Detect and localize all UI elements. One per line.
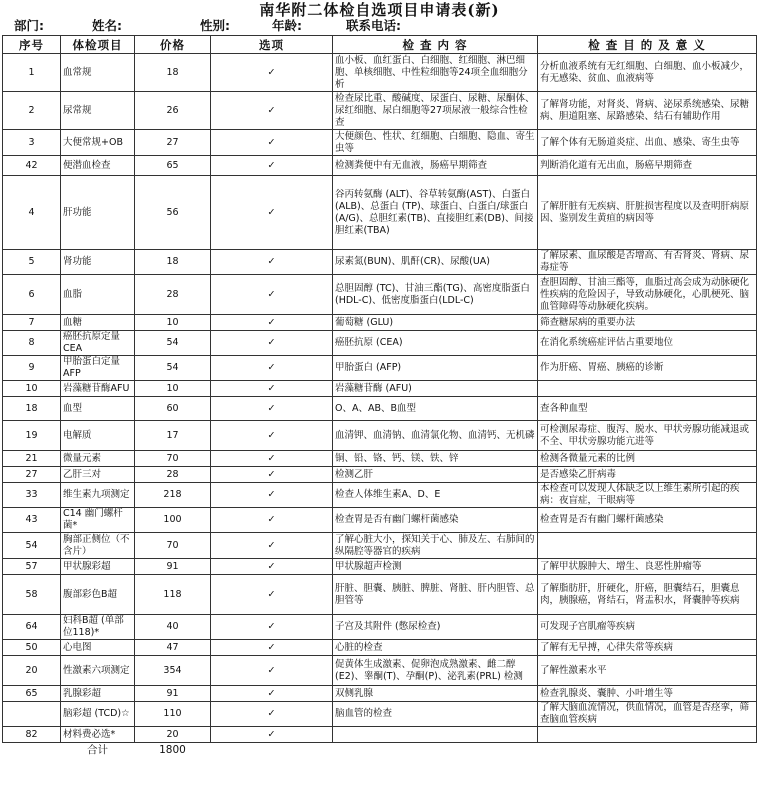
row-purpose: 了解脂肪肝，肝硬化，肝癌，胆囊结石，胆囊息肉，胰腺癌，肾结石，肾盂积水，肾囊肿等疾病 <box>538 575 757 615</box>
row-price: 40 <box>135 615 211 640</box>
table-row <box>3 615 757 640</box>
row-content: 检查人体维生素A、D、E <box>333 483 538 508</box>
table-row <box>3 451 757 467</box>
table-header-row <box>3 36 757 54</box>
row-price: 10 <box>135 315 211 331</box>
row-purpose: 检查胃是否有幽门螺杆菌感染 <box>538 508 757 533</box>
row-content: 甲胎蛋白 (AFP) <box>333 356 538 381</box>
row-price: 54 <box>135 356 211 381</box>
table-row <box>3 156 757 176</box>
row-index: 64 <box>3 615 61 640</box>
row-index: 54 <box>3 533 61 559</box>
row-purpose: 分析血液系统有无红细胞、白细胞、血小板减少，有无感染、贫血、血液病等 <box>538 54 757 92</box>
row-item: 电解质 <box>61 421 135 451</box>
row-price: 18 <box>135 250 211 275</box>
row-index: 8 <box>3 331 61 356</box>
row-price: 10 <box>135 381 211 397</box>
row-option-checkbox[interactable]: ✓ <box>211 640 333 656</box>
row-index: 57 <box>3 559 61 575</box>
row-content: 了解心脏大小，探知关于心、肺及左、右肺间的纵隔腔等器官的疾病 <box>333 533 538 559</box>
row-index: 4 <box>3 176 61 250</box>
row-content: O、A、AB、B血型 <box>333 397 538 421</box>
row-item: 乙肝三对 <box>61 467 135 483</box>
row-item: 妇科B超 (单部位118)* <box>61 615 135 640</box>
row-content <box>333 727 538 743</box>
row-price: 17 <box>135 421 211 451</box>
row-purpose: 了解性激素水平 <box>538 656 757 686</box>
row-index: 20 <box>3 656 61 686</box>
row-index: 10 <box>3 381 61 397</box>
row-index: 65 <box>3 686 61 702</box>
row-index: 7 <box>3 315 61 331</box>
row-option-checkbox[interactable]: ✓ <box>211 331 333 356</box>
row-content: 铜、铅、铬、钙、镁、铁、锌 <box>333 451 538 467</box>
row-option-checkbox[interactable]: ✓ <box>211 54 333 92</box>
row-index: 2 <box>3 92 61 130</box>
name-label: 姓名: <box>92 18 122 33</box>
row-item: 材料费必选* <box>61 727 135 743</box>
row-content: 心脏的检查 <box>333 640 538 656</box>
row-content: 大便颜色、性状、红细胞、白细胞、隐血、寄生虫等 <box>333 130 538 156</box>
row-option-checkbox[interactable]: ✓ <box>211 397 333 421</box>
table-row <box>3 559 757 575</box>
header-price: 价格 <box>135 36 211 54</box>
row-purpose: 了解大脑血流情况，供血情况，血管是否痉挛，筛查脑血管疾病 <box>538 702 757 727</box>
row-price: 91 <box>135 559 211 575</box>
row-item: 维生素九项测定 <box>61 483 135 508</box>
row-item: 肝功能 <box>61 176 135 250</box>
row-price: 70 <box>135 451 211 467</box>
row-option-checkbox[interactable]: ✓ <box>211 656 333 686</box>
table-row <box>3 250 757 275</box>
row-purpose: 作为肝癌、胃癌、胰癌的诊断 <box>538 356 757 381</box>
row-option-checkbox[interactable]: ✓ <box>211 315 333 331</box>
row-content: 检测乙肝 <box>333 467 538 483</box>
row-item: 癌胚抗原定量CEA <box>61 331 135 356</box>
row-content: 癌胚抗原 (CEA) <box>333 331 538 356</box>
row-option-checkbox[interactable]: ✓ <box>211 702 333 727</box>
row-content: 检查胃是否有幽门螺杆菌感染 <box>333 508 538 533</box>
row-item: 脑彩超 (TCD)☆ <box>61 702 135 727</box>
row-index: 19 <box>3 421 61 451</box>
row-price: 47 <box>135 640 211 656</box>
table-row <box>3 315 757 331</box>
row-item: 血常规 <box>61 54 135 92</box>
row-content: 子宫及其附件 (憋尿检查) <box>333 615 538 640</box>
row-content: 双侧乳腺 <box>333 686 538 702</box>
row-price: 91 <box>135 686 211 702</box>
row-option-checkbox[interactable]: ✓ <box>211 92 333 130</box>
row-purpose: 了解甲状腺肿大、增生、良恶性肿瘤等 <box>538 559 757 575</box>
row-option-checkbox[interactable]: ✓ <box>211 356 333 381</box>
row-content: 谷丙转氨酶 (ALT)、谷草转氨酶(AST)、白蛋白(ALB)、总蛋白 (TP)、球蛋白、白蛋白/球蛋白(A/G)、总胆红素(TB)、直接胆红素(DB)、间接胆红素(TBA) <box>333 176 538 250</box>
row-item: 甲状腺彩超 <box>61 559 135 575</box>
row-purpose: 了解个体有无肠道炎症、出血、感染、寄生虫等 <box>538 130 757 156</box>
row-purpose <box>538 381 757 397</box>
row-option-checkbox[interactable]: ✓ <box>211 130 333 156</box>
row-content: 尿素氮(BUN)、肌酐(CR)、尿酸(UA) <box>333 250 538 275</box>
row-purpose: 是否感染乙肝病毒 <box>538 467 757 483</box>
row-price: 70 <box>135 533 211 559</box>
row-item: 性激素六项测定 <box>61 656 135 686</box>
header-option: 选项 <box>211 36 333 54</box>
table-row <box>3 275 757 315</box>
row-item: 便潜血检查 <box>61 156 135 176</box>
row-option-checkbox[interactable]: ✓ <box>211 559 333 575</box>
table-row <box>3 575 757 615</box>
row-content: 检查尿比重、酸碱度、尿蛋白、尿糖、尿酮体、尿红细胞、尿白细胞等27项尿液一般综合性检查 <box>333 92 538 130</box>
row-content: 脑血管的检查 <box>333 702 538 727</box>
row-purpose <box>538 533 757 559</box>
row-option-checkbox[interactable]: ✓ <box>211 451 333 467</box>
row-purpose: 了解肝脏有无疾病、肝脏损害程度以及查明肝病原因、鉴别发生黄疸的病因等 <box>538 176 757 250</box>
header-purpose: 检 查 目 的 及 意 义 <box>538 36 757 54</box>
header-item: 体检项目 <box>61 36 135 54</box>
row-index: 58 <box>3 575 61 615</box>
table-row <box>3 54 757 92</box>
row-price: 354 <box>135 656 211 686</box>
row-purpose: 判断消化道有无出血，肠癌早期筛查 <box>538 156 757 176</box>
row-content: 检测粪便中有无血液，肠癌早期筛查 <box>333 156 538 176</box>
row-price: 26 <box>135 92 211 130</box>
row-price: 28 <box>135 467 211 483</box>
table-row <box>3 467 757 483</box>
row-content: 血小板、血红蛋白、白细胞、红细胞、淋巴细胞、单核细胞、中性粒细胞等24项全血细胞分析 <box>333 54 538 92</box>
table-row <box>3 92 757 130</box>
row-price: 110 <box>135 702 211 727</box>
table-row <box>3 421 757 451</box>
row-purpose: 可发现子宫肌瘤等疾病 <box>538 615 757 640</box>
table-row <box>3 176 757 250</box>
row-index: 18 <box>3 397 61 421</box>
table-row <box>3 640 757 656</box>
row-price: 60 <box>135 397 211 421</box>
row-option-checkbox[interactable]: ✓ <box>211 250 333 275</box>
row-content: 总胆固醇 (TC)、甘油三酯(TG)、高密度脂蛋白(HDL-C)、低密度脂蛋白(LDL-C) <box>333 275 538 315</box>
row-content: 肝脏、胆囊、胰脏、脾脏、肾脏、肝内胆管、总胆管等 <box>333 575 538 615</box>
row-option-checkbox[interactable]: ✓ <box>211 467 333 483</box>
row-price: 65 <box>135 156 211 176</box>
table-row <box>3 702 757 727</box>
table-row <box>3 356 757 381</box>
row-option-checkbox[interactable]: ✓ <box>211 421 333 451</box>
row-option-checkbox[interactable]: ✓ <box>211 615 333 640</box>
department-label: 部门: <box>14 18 44 33</box>
table-row <box>3 397 757 421</box>
row-purpose: 检测各微量元素的比例 <box>538 451 757 467</box>
row-purpose <box>538 727 757 743</box>
row-item: C14 幽门螺杆菌* <box>61 508 135 533</box>
row-item: 大便常规+OB <box>61 130 135 156</box>
row-index: 21 <box>3 451 61 467</box>
row-item: 胸部正侧位（不含片） <box>61 533 135 559</box>
row-option-checkbox[interactable]: ✓ <box>211 483 333 508</box>
table-row <box>3 130 757 156</box>
row-option-checkbox[interactable]: ✓ <box>211 381 333 397</box>
total-label: 合计 <box>87 743 108 756</box>
row-item: 血型 <box>61 397 135 421</box>
row-content: 葡萄糖 (GLU) <box>333 315 538 331</box>
row-item: 血糖 <box>61 315 135 331</box>
row-index <box>3 702 61 727</box>
row-purpose: 了解肾功能，对肾炎、肾病、泌尿系统感染、尿糖病、胆道阻塞、尿路感染、结石有辅助作用 <box>538 92 757 130</box>
row-price: 27 <box>135 130 211 156</box>
row-price: 18 <box>135 54 211 92</box>
row-purpose: 了解尿素、血尿酸是否增高、有否肾炎、肾病、尿毒症等 <box>538 250 757 275</box>
row-purpose: 检查乳腺炎、囊肿、小叶增生等 <box>538 686 757 702</box>
row-purpose: 查胆固醇、甘油三酯等，血脂过高会成为动脉硬化性疾病的危险因子，导致动脉硬化，心肌梗死、脑血管障碍等动脉硬化疾病。 <box>538 275 757 315</box>
table-row <box>3 508 757 533</box>
header-index: 序号 <box>3 36 61 54</box>
row-price: 28 <box>135 275 211 315</box>
row-option-checkbox[interactable]: ✓ <box>211 533 333 559</box>
row-content: 血清钾、血清钠、血清氯化物、血清钙、无机磷 <box>333 421 538 451</box>
row-item: 肾功能 <box>61 250 135 275</box>
row-index: 43 <box>3 508 61 533</box>
row-item: 甲胎蛋白定量AFP <box>61 356 135 381</box>
exam-items-table <box>2 35 757 757</box>
row-index: 3 <box>3 130 61 156</box>
table-row <box>3 331 757 356</box>
row-price: 100 <box>135 508 211 533</box>
row-option-checkbox[interactable]: ✓ <box>211 727 333 743</box>
row-option-checkbox[interactable]: ✓ <box>211 508 333 533</box>
row-item: 血脂 <box>61 275 135 315</box>
row-index: 5 <box>3 250 61 275</box>
row-price: 54 <box>135 331 211 356</box>
row-index: 27 <box>3 467 61 483</box>
row-index: 1 <box>3 54 61 92</box>
table-row <box>3 381 757 397</box>
row-option-checkbox[interactable]: ✓ <box>211 275 333 315</box>
row-content: 岩藻糖苷酶 (AFU) <box>333 381 538 397</box>
total-spacer <box>3 743 61 757</box>
row-item: 尿常规 <box>61 92 135 130</box>
row-content: 促黄体生成激素、促卵泡成熟激素、雌二醇(E2)、睾酮(T)、孕酮(P)、泌乳素(PRL) 检测 <box>333 656 538 686</box>
row-purpose: 查各种血型 <box>538 397 757 421</box>
total-value: 1800 <box>159 743 186 756</box>
form-title: 南华附二体检自选项目申请表(新) <box>259 1 500 19</box>
row-purpose: 筛查糖尿病的重要办法 <box>538 315 757 331</box>
row-purpose: 可检测尿毒症、腹泻、脱水、甲状旁腺功能减退或不全、甲状旁腺功能亢进等 <box>538 421 757 451</box>
table-row <box>3 656 757 686</box>
row-price: 20 <box>135 727 211 743</box>
row-purpose: 本检查可以发现人体缺乏以上维生素所引起的疾病：夜盲症，干眼病等 <box>538 483 757 508</box>
row-option-checkbox[interactable]: ✓ <box>211 575 333 615</box>
row-item: 腹部彩色B超 <box>61 575 135 615</box>
row-content: 甲状腺超声检测 <box>333 559 538 575</box>
total-row <box>3 743 757 757</box>
age-label: 年龄: <box>272 18 302 33</box>
row-index: 9 <box>3 356 61 381</box>
phone-label: 联系电话: <box>346 18 401 33</box>
row-item: 心电图 <box>61 640 135 656</box>
gender-label: 性别: <box>200 18 230 33</box>
table-row <box>3 533 757 559</box>
row-index: 82 <box>3 727 61 743</box>
row-price: 118 <box>135 575 211 615</box>
row-price: 218 <box>135 483 211 508</box>
row-purpose: 在消化系统癌症评估占重要地位 <box>538 331 757 356</box>
row-item: 微量元素 <box>61 451 135 467</box>
row-item: 岩藻糖苷酶AFU <box>61 381 135 397</box>
row-index: 50 <box>3 640 61 656</box>
row-option-checkbox[interactable]: ✓ <box>211 176 333 250</box>
table-row <box>3 483 757 508</box>
row-option-checkbox[interactable]: ✓ <box>211 686 333 702</box>
row-index: 42 <box>3 156 61 176</box>
row-purpose: 了解有无早搏，心律失常等疾病 <box>538 640 757 656</box>
row-index: 6 <box>3 275 61 315</box>
table-row <box>3 686 757 702</box>
row-option-checkbox[interactable]: ✓ <box>211 156 333 176</box>
row-index: 33 <box>3 483 61 508</box>
row-price: 56 <box>135 176 211 250</box>
header-content: 检 查 内 容 <box>333 36 538 54</box>
row-item: 乳腺彩超 <box>61 686 135 702</box>
table-row <box>3 727 757 743</box>
